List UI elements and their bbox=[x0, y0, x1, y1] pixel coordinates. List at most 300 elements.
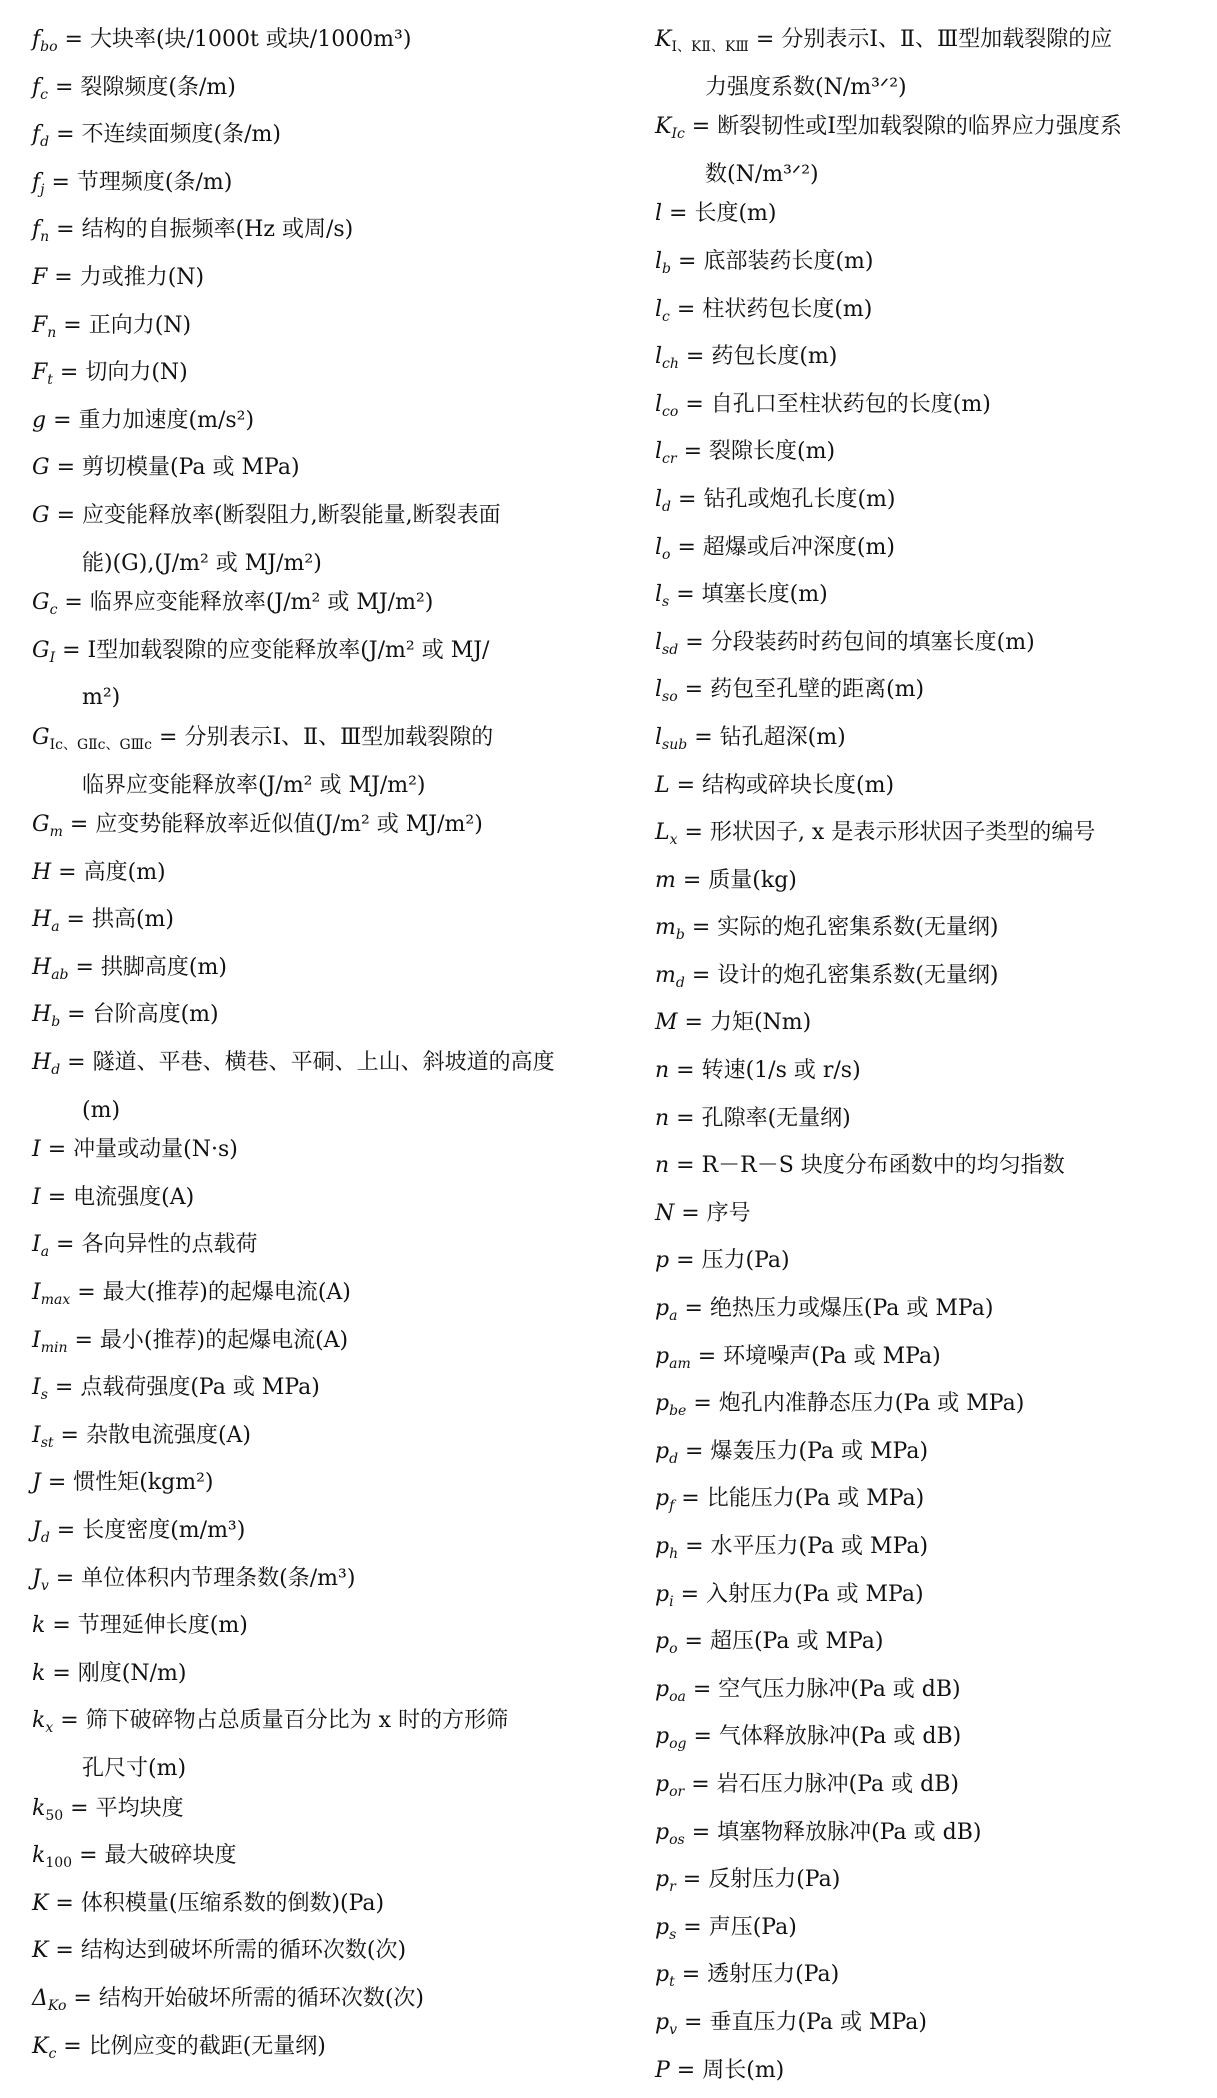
definition-text: 药包长度(m) bbox=[711, 344, 838, 370]
equals-sign: = bbox=[70, 1280, 103, 1306]
symbol-subscript: c bbox=[662, 308, 670, 325]
symbol-entry bbox=[32, 68, 607, 116]
equals-sign: = bbox=[674, 1962, 708, 1988]
equals-sign: = bbox=[67, 1327, 100, 1353]
entry-line bbox=[32, 1416, 607, 1464]
entry-line bbox=[32, 1511, 607, 1559]
symbol: p bbox=[655, 1771, 670, 1797]
symbol: m bbox=[655, 915, 676, 941]
definition-text: 裂隙频度(条/m) bbox=[80, 74, 236, 100]
symbol: l bbox=[655, 724, 663, 750]
symbol: I bbox=[32, 1327, 41, 1353]
entry-line bbox=[32, 306, 607, 354]
symbol: k bbox=[32, 1708, 46, 1734]
equals-sign: = bbox=[669, 1153, 702, 1179]
entry-line bbox=[655, 1622, 1215, 1670]
symbol: Δ bbox=[32, 1985, 48, 2011]
entry-line bbox=[32, 258, 607, 306]
symbol: k bbox=[32, 1613, 46, 1639]
equals-sign: = bbox=[72, 1843, 105, 1869]
equals-sign: = bbox=[670, 534, 703, 560]
equals-sign: = bbox=[48, 1565, 82, 1591]
entry-line bbox=[32, 1654, 607, 1702]
equals-sign: = bbox=[62, 812, 96, 838]
equals-sign: = bbox=[48, 1938, 81, 1964]
symbol: l bbox=[655, 391, 663, 417]
symbol-entry bbox=[655, 1860, 1215, 1908]
symbol-entry bbox=[32, 210, 607, 258]
symbol-subscript: Ic、GⅡc、GⅢc bbox=[49, 736, 153, 753]
entry-line bbox=[32, 900, 607, 948]
symbol-entry bbox=[32, 1789, 607, 1837]
entry-line bbox=[32, 1606, 607, 1654]
symbol-entry bbox=[655, 1051, 1215, 1099]
symbol: I bbox=[32, 1137, 41, 1163]
symbol-entry bbox=[655, 1337, 1215, 1385]
entry-line bbox=[655, 2051, 1215, 2098]
entry-line bbox=[32, 1979, 607, 2027]
symbol-subscript: t bbox=[47, 372, 53, 389]
symbol-entry bbox=[655, 432, 1215, 480]
symbol-entry bbox=[655, 575, 1215, 623]
symbol-subscript: cr bbox=[662, 451, 677, 468]
symbol: I bbox=[32, 1184, 41, 1210]
symbol: l bbox=[655, 201, 663, 227]
symbol-subscript: c bbox=[49, 602, 58, 619]
symbol: f bbox=[32, 74, 41, 100]
equals-sign: = bbox=[40, 1137, 74, 1163]
definition-text: 裂隙长度(m) bbox=[709, 439, 836, 465]
symbol-entry bbox=[655, 1908, 1215, 1956]
symbol-subscript: Ⅰ、KⅡ、KⅢ bbox=[671, 39, 749, 55]
symbol-entry bbox=[655, 623, 1215, 671]
symbol: J bbox=[32, 1565, 41, 1591]
definition-text: 压力(Pa) bbox=[701, 1248, 790, 1274]
definition-text: 平均块度 bbox=[95, 1795, 184, 1821]
symbol: H bbox=[32, 907, 52, 933]
symbol: n bbox=[655, 1058, 670, 1084]
entry-line bbox=[655, 337, 1215, 385]
symbol: L bbox=[655, 772, 670, 798]
definition-continuation: 能)(G),(J/m² 或 MJ/m²) bbox=[82, 550, 322, 576]
equals-sign: = bbox=[40, 1470, 74, 1496]
definition-text: 结构的自振频率(Hz 或周/s) bbox=[81, 217, 354, 243]
entry-line bbox=[655, 1099, 1215, 1147]
equals-sign: = bbox=[686, 1724, 719, 1750]
symbol: p bbox=[655, 1534, 670, 1559]
definition-text: 反射压力(Pa) bbox=[708, 1867, 841, 1893]
symbol-subscript: f bbox=[669, 1498, 675, 1515]
symbol-subscript: t bbox=[669, 1974, 675, 1991]
equals-sign: = bbox=[53, 1422, 86, 1448]
symbol-subscript: sd bbox=[662, 641, 679, 658]
entry-line bbox=[32, 1884, 607, 1932]
definition-text: 孔隙率(无量纲) bbox=[701, 1105, 851, 1131]
equals-sign: = bbox=[669, 1105, 702, 1131]
entry-line bbox=[655, 813, 1215, 861]
entry-line bbox=[32, 1559, 607, 1607]
symbol-entry bbox=[32, 1225, 607, 1273]
entry-line bbox=[32, 115, 607, 163]
symbol-subscript: s bbox=[669, 1926, 677, 1943]
symbol-subscript: st bbox=[40, 1434, 54, 1451]
symbol-subscript: am bbox=[669, 1355, 691, 1372]
symbol-subscript: o bbox=[669, 1641, 678, 1658]
entry-line bbox=[655, 242, 1215, 290]
symbol-subscript: os bbox=[669, 1831, 685, 1848]
symbol-entry bbox=[32, 1836, 607, 1884]
symbol-subscript: Ko bbox=[47, 1997, 67, 2014]
glossary-right-column bbox=[655, 20, 1215, 2098]
symbol-entry bbox=[32, 306, 607, 354]
entry-line bbox=[655, 1908, 1215, 1956]
symbol-subscript: max bbox=[40, 1292, 71, 1309]
symbol: k bbox=[32, 1660, 46, 1686]
symbol-subscript: a bbox=[40, 1244, 50, 1261]
symbol: p bbox=[655, 1438, 670, 1464]
definition-text: 柱状药包长度(m) bbox=[702, 296, 873, 322]
symbol: k bbox=[32, 1843, 46, 1869]
symbol-subscript: c bbox=[40, 86, 48, 103]
equals-sign: = bbox=[671, 486, 704, 512]
symbol-entry bbox=[655, 1432, 1215, 1480]
symbol-subscript: d bbox=[669, 1450, 679, 1467]
symbol-subscript: d bbox=[675, 974, 685, 991]
symbol-entry bbox=[32, 1606, 607, 1654]
definition-text: 不连续面频度(条/m) bbox=[81, 122, 281, 148]
symbol-subscript: so bbox=[662, 689, 678, 706]
symbol-entry bbox=[655, 1479, 1215, 1527]
symbol: p bbox=[655, 1962, 670, 1988]
definition-text: 结构达到破坏所需的循环次数(次) bbox=[80, 1938, 407, 1964]
symbol-subscript: d bbox=[662, 498, 672, 515]
symbol: l bbox=[655, 439, 663, 465]
definition-text: 超压(Pa 或 MPa) bbox=[709, 1629, 884, 1655]
symbol-entry bbox=[32, 401, 607, 449]
entry-line bbox=[32, 210, 607, 258]
symbol: P bbox=[655, 2057, 670, 2083]
definition-text: 应变势能释放率近似值(J/m² 或 MJ/m²) bbox=[95, 812, 483, 838]
entry-line bbox=[32, 948, 607, 996]
symbol-entry bbox=[32, 163, 607, 211]
symbol: H bbox=[32, 954, 52, 980]
entry-line bbox=[32, 1368, 607, 1416]
symbol: H bbox=[32, 859, 52, 885]
equals-sign: = bbox=[676, 439, 710, 465]
definition-text: 断裂韧性或Ⅰ型加载裂隙的临界应力强度系 bbox=[717, 114, 1122, 140]
definition-text: 单位体积内节理条数(条/m³) bbox=[81, 1565, 356, 1591]
symbol-entry bbox=[32, 1654, 607, 1702]
entry-line bbox=[655, 480, 1215, 528]
symbol-entry bbox=[32, 1979, 607, 2027]
definition-text: 应变能释放率(断裂阻力,断裂能量,断裂表面 bbox=[82, 502, 501, 528]
symbol: G bbox=[32, 724, 50, 750]
equals-sign: = bbox=[677, 2009, 710, 2035]
definition-text: 底部装药长度(m) bbox=[703, 248, 874, 274]
entry-line bbox=[655, 1670, 1215, 1718]
symbol-subscript: x bbox=[669, 832, 678, 849]
symbol: k bbox=[32, 1795, 46, 1821]
symbol-entry bbox=[655, 956, 1215, 1004]
definition-text: 自孔口至柱状药包的长度(m) bbox=[710, 391, 991, 417]
definition-text: 剪切模量(Pa 或 MPa) bbox=[82, 455, 300, 481]
equals-sign: = bbox=[45, 1613, 78, 1639]
definition-text: 长度(m) bbox=[694, 201, 777, 227]
definition-text: 最大破碎块度 bbox=[104, 1843, 237, 1869]
symbol: K bbox=[655, 114, 672, 140]
symbol: l bbox=[655, 582, 663, 608]
symbol-entry bbox=[32, 1178, 607, 1226]
entry-line bbox=[655, 1813, 1215, 1861]
definition-text: 力矩(Nm) bbox=[709, 1010, 812, 1036]
definition-text: 节理频度(条/m) bbox=[76, 169, 233, 195]
symbol-entry bbox=[655, 290, 1215, 338]
symbol-entry bbox=[655, 20, 1215, 107]
symbol-entry bbox=[32, 496, 607, 583]
equals-sign: = bbox=[49, 122, 82, 148]
definition-text: 结构开始破坏所需的循环次数(次) bbox=[98, 1985, 424, 2011]
symbol-entry bbox=[655, 1527, 1215, 1575]
symbol: l bbox=[655, 677, 663, 703]
entry-line bbox=[655, 107, 1215, 155]
equals-sign: = bbox=[677, 1010, 710, 1036]
symbol-entry bbox=[655, 1099, 1215, 1147]
equals-sign: = bbox=[48, 74, 81, 100]
symbol-entry bbox=[32, 718, 607, 805]
symbol-subscript: r bbox=[669, 1879, 676, 1896]
definition-text: 入射压力(Pa 或 MPa) bbox=[706, 1581, 924, 1607]
definition-text: 最小(推荐)的起爆电流(A) bbox=[99, 1327, 349, 1353]
definition-text: 转速(1/s 或 r/s) bbox=[701, 1058, 861, 1084]
entry-line bbox=[655, 20, 1215, 68]
symbol-entry bbox=[655, 1575, 1215, 1623]
symbol: p bbox=[655, 1629, 670, 1655]
symbol: K bbox=[655, 27, 672, 52]
entry-line bbox=[32, 68, 607, 116]
symbol-entry bbox=[655, 194, 1215, 242]
symbol-entry bbox=[32, 948, 607, 996]
equals-sign: = bbox=[684, 962, 718, 988]
entry-line bbox=[32, 2027, 607, 2075]
definition-continuation: 孔尺寸(m) bbox=[82, 1755, 187, 1781]
symbol-subscript: sub bbox=[662, 736, 688, 753]
symbol-entry bbox=[655, 1622, 1215, 1670]
symbol: K bbox=[32, 2033, 49, 2059]
equals-sign: = bbox=[60, 1050, 93, 1076]
symbol: p bbox=[655, 1676, 670, 1702]
definition-text: 电流强度(A) bbox=[73, 1184, 195, 1210]
definition-text: 正向力(N) bbox=[88, 312, 192, 338]
symbol-subscript: or bbox=[669, 1783, 685, 1800]
entry-line bbox=[32, 1931, 607, 1979]
equals-sign: = bbox=[57, 590, 90, 616]
symbol: f bbox=[32, 122, 41, 148]
equals-sign: = bbox=[44, 169, 77, 195]
symbol-subscript: c bbox=[48, 2045, 57, 2062]
definition-text: 高度(m) bbox=[83, 859, 166, 885]
symbol: K bbox=[32, 1938, 49, 1964]
equals-sign: = bbox=[669, 296, 703, 322]
symbol-subscript: n bbox=[47, 324, 57, 341]
symbol-entry bbox=[655, 766, 1215, 814]
equals-sign: = bbox=[684, 114, 718, 140]
symbol-subscript: ab bbox=[51, 966, 69, 983]
symbol-entry bbox=[655, 1955, 1215, 2003]
equals-sign: = bbox=[53, 1708, 86, 1734]
equals-sign: = bbox=[678, 1534, 711, 1559]
entry-line bbox=[655, 908, 1215, 956]
definition-continuation: 力强度系数(N/m³ᐟ²) bbox=[705, 74, 907, 100]
equals-sign: = bbox=[748, 27, 782, 52]
symbol-entry bbox=[655, 242, 1215, 290]
equals-sign: = bbox=[68, 954, 101, 980]
entry-line bbox=[32, 583, 607, 631]
equals-sign: = bbox=[686, 1391, 719, 1417]
definition-text: 惯性矩(kgm²) bbox=[73, 1470, 214, 1496]
symbol: G bbox=[32, 637, 50, 663]
symbol-entry bbox=[655, 718, 1215, 766]
symbol: p bbox=[655, 2009, 670, 2035]
symbol-entry bbox=[655, 1003, 1215, 1051]
entry-line bbox=[32, 163, 607, 211]
equals-sign: = bbox=[678, 344, 712, 370]
symbol-entry bbox=[655, 107, 1215, 194]
symbol-entry bbox=[32, 805, 607, 853]
entry-line bbox=[655, 670, 1215, 718]
symbol: n bbox=[655, 1105, 670, 1131]
equals-sign: = bbox=[669, 582, 702, 608]
definition-text: 声压(Pa) bbox=[708, 1914, 797, 1940]
symbol-entry bbox=[32, 1931, 607, 1979]
definition-text: 临界应变能释放率(J/m² 或 MJ/m²) bbox=[89, 590, 434, 616]
symbol-entry bbox=[32, 1511, 607, 1559]
symbol: p bbox=[655, 1914, 670, 1940]
equals-sign: = bbox=[49, 455, 82, 481]
symbol-entry bbox=[32, 1043, 607, 1130]
definition-text: 点载荷强度(Pa 或 MPa) bbox=[80, 1375, 320, 1401]
symbol-subscript: d bbox=[40, 134, 50, 151]
symbol-subscript: s bbox=[40, 1387, 48, 1404]
symbol-subscript: i bbox=[669, 1593, 674, 1610]
symbol: m bbox=[655, 867, 676, 893]
definition-text: 体积模量(压缩系数的倒数)(Pa) bbox=[80, 1890, 385, 1916]
equals-sign: = bbox=[684, 1819, 718, 1845]
entry-line bbox=[32, 448, 607, 496]
equals-sign: = bbox=[49, 1232, 82, 1258]
entry-line bbox=[32, 353, 607, 401]
entry-line bbox=[655, 623, 1215, 671]
entry-line bbox=[655, 1575, 1215, 1623]
symbol: G bbox=[32, 502, 50, 528]
symbol: p bbox=[655, 1724, 670, 1750]
symbol-entry bbox=[32, 20, 607, 68]
definition-text: 隧道、平巷、横巷、平硐、上山、斜坡道的高度 bbox=[92, 1050, 555, 1076]
entry-line bbox=[655, 1003, 1215, 1051]
symbol-entry bbox=[655, 1146, 1215, 1194]
symbol-subscript: ch bbox=[662, 356, 679, 373]
equals-sign: = bbox=[55, 637, 88, 663]
equals-sign: = bbox=[59, 907, 92, 933]
symbol: l bbox=[655, 534, 663, 560]
symbol-entry bbox=[655, 1289, 1215, 1337]
symbol: G bbox=[32, 455, 50, 481]
symbol-subscript: Ic bbox=[671, 126, 685, 143]
symbol: f bbox=[32, 217, 41, 243]
definition-text: 筛下破碎物占总质量百分比为 x 时的方形筛 bbox=[85, 1708, 509, 1734]
definition-text: 分段装药时药包间的填塞长度(m) bbox=[710, 629, 1035, 655]
entry-line bbox=[655, 861, 1215, 909]
entry-line bbox=[655, 1289, 1215, 1337]
symbol-entry bbox=[655, 528, 1215, 576]
definition-continuation: (m) bbox=[82, 1097, 121, 1123]
symbol-subscript: bo bbox=[40, 39, 58, 55]
symbol-subscript: h bbox=[669, 1546, 679, 1562]
definition-continuation: 临界应变能释放率(J/m² 或 MJ/m²) bbox=[82, 772, 426, 798]
symbol-entry bbox=[655, 1813, 1215, 1861]
entry-line bbox=[655, 1955, 1215, 2003]
entry-line bbox=[655, 1479, 1215, 1527]
symbol-entry bbox=[655, 670, 1215, 718]
symbol: G bbox=[32, 590, 50, 616]
entry-line bbox=[655, 290, 1215, 338]
entry-line bbox=[32, 718, 607, 766]
equals-sign: = bbox=[46, 407, 79, 433]
entry-line bbox=[32, 1273, 607, 1321]
symbol: f bbox=[32, 169, 41, 195]
symbol-entry bbox=[32, 995, 607, 1043]
entry-line bbox=[32, 20, 607, 68]
symbol-entry bbox=[32, 900, 607, 948]
equals-sign: = bbox=[56, 312, 89, 338]
symbol-entry bbox=[655, 1194, 1215, 1242]
definition-text: 切向力(N) bbox=[85, 360, 188, 386]
equals-sign: = bbox=[677, 1629, 710, 1655]
symbol: p bbox=[655, 1819, 670, 1845]
equals-sign: = bbox=[47, 1375, 81, 1401]
definition-text: 形状因子, x 是表示形状因子类型的编号 bbox=[709, 820, 1096, 846]
definition-text: 设计的炮孔密集系数(无量纲) bbox=[717, 962, 999, 988]
equals-sign: = bbox=[685, 1676, 719, 1702]
symbol: K bbox=[32, 1890, 49, 1916]
equals-sign: = bbox=[687, 724, 720, 750]
symbol-subscript: 50 bbox=[45, 1807, 64, 1824]
symbol: F bbox=[32, 360, 48, 386]
definition-text: 各向异性的点载荷 bbox=[81, 1232, 258, 1258]
equals-sign: = bbox=[690, 1343, 724, 1369]
entry-line bbox=[655, 1194, 1215, 1242]
symbol-subscript: d bbox=[51, 1062, 61, 1079]
equals-sign: = bbox=[51, 859, 84, 885]
symbol: l bbox=[655, 248, 663, 274]
symbol-entry bbox=[32, 353, 607, 401]
symbol: G bbox=[32, 812, 50, 838]
equals-sign: = bbox=[675, 1867, 709, 1893]
definition-text: 最大(推荐)的起爆电流(A) bbox=[102, 1280, 351, 1306]
symbol-entry bbox=[655, 480, 1215, 528]
symbol: H bbox=[32, 1002, 52, 1028]
symbol-entry bbox=[655, 1241, 1215, 1289]
symbol-entry bbox=[32, 1130, 607, 1178]
entry-line bbox=[655, 956, 1215, 1004]
equals-sign: = bbox=[678, 391, 711, 417]
entry-line bbox=[32, 805, 607, 853]
symbol: L bbox=[655, 820, 670, 846]
definition-text: 结构或碎块长度(m) bbox=[702, 772, 895, 798]
equals-sign: = bbox=[49, 1518, 83, 1543]
definition-text: 力或推力(N) bbox=[79, 264, 205, 290]
symbol-entry bbox=[32, 448, 607, 496]
symbol: I bbox=[32, 1280, 41, 1306]
